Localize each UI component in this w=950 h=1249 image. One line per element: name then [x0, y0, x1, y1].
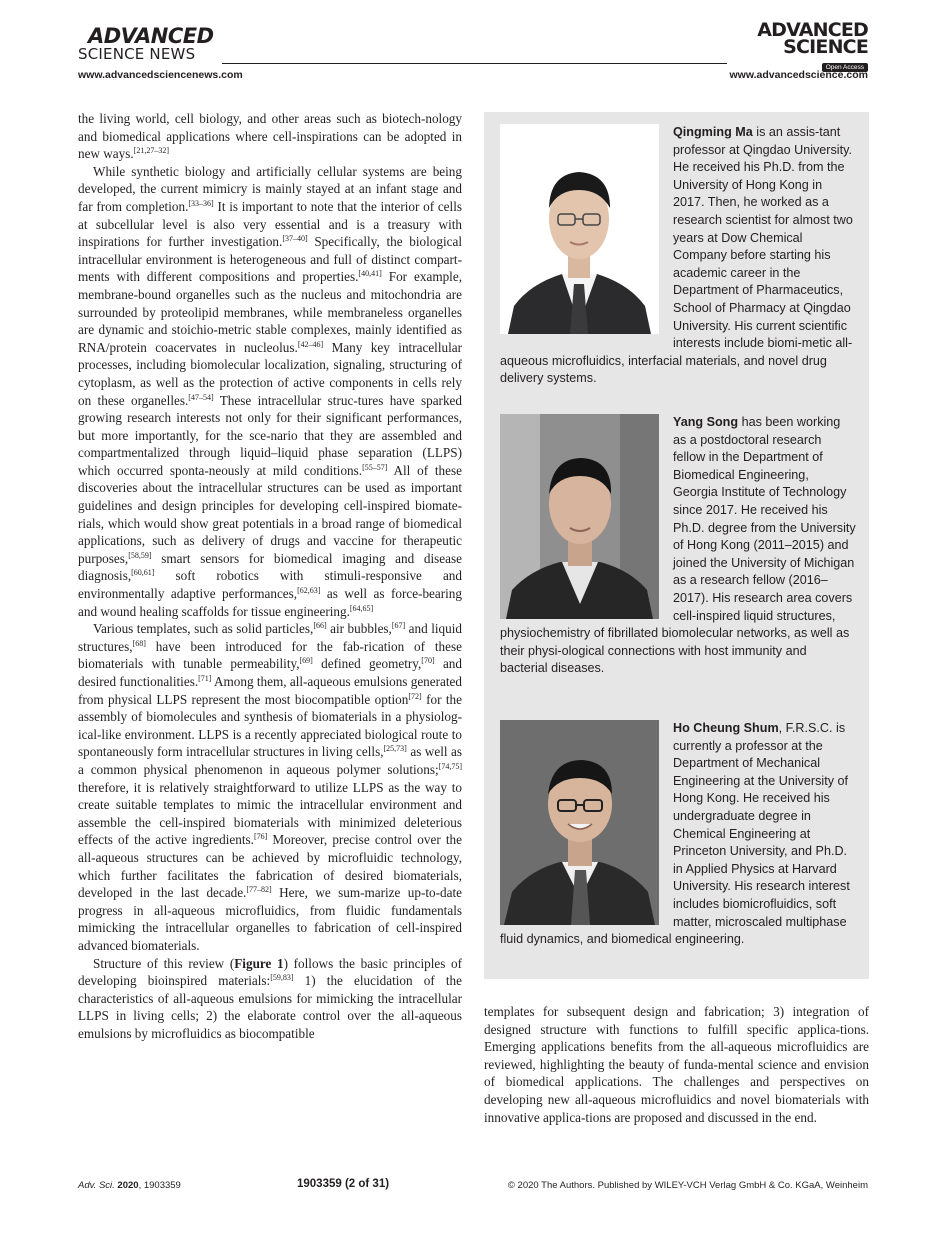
- citation[interactable]: [42–46]: [297, 339, 324, 349]
- figure-reference[interactable]: Figure 1: [234, 955, 284, 971]
- text-run: ) follows the basic principles of developing bioinspired materials:: [78, 955, 462, 989]
- citation[interactable]: [37–40]: [282, 234, 308, 244]
- text-run: as well as force-bearing and wound healing scaffolds for tissue engineering.: [78, 586, 462, 619]
- logo-line-science-news: SCIENCE NEWS: [78, 45, 196, 63]
- author-bio-ma: [500, 124, 856, 388]
- logo-line-advanced-right: ADVANCED: [757, 19, 868, 41]
- logo-line-science-right: SCIENCE: [783, 36, 868, 58]
- author-bio-song: [500, 414, 856, 678]
- bio-text: has been working as a postdoctoral research fellow in the Department of Biomedical Engineering, Georgia Institute of Technology since 2017. He received his Ph.D. degree from the University of Hong Kong (2011–2015) and joined the University of Michigan as a research fellow (2016–2017). His research area covers cell-inspired liquid structures, physiochemistry of fibrillated biomolecular networks, as well as their physi-ological connections with host immunity and bacterial diseases.: [500, 415, 856, 676]
- citation[interactable]: [68]: [132, 638, 146, 648]
- bio-text: is an assis-tant professor at Qingdao University. He received his Ph.D. from the University of Hong Kong in 2017. Then, he worked as a research scientist for almost two years at Dow Chemical Company before starting his academic career in the Department of Pharmaceutics, School of Pharmacy at Qingdao University. His current scientific interests include biomi-metic all-aqueous microfluidics, interfacial materials, and novel drug delivery systems.: [500, 125, 853, 386]
- footer-year: 2020: [117, 1180, 139, 1191]
- left-text-column: [78, 110, 462, 1042]
- text-run: defined geometry,: [312, 656, 422, 672]
- text-run: Moreover, precise control over the all-aqueous structures can be achieved by microfluidic technology, which further facilitates the fabrication of desired biomaterials, developed in the last decade.: [78, 832, 462, 901]
- open-access-badge: Open Access: [822, 63, 868, 72]
- author-bio-shum: [500, 720, 856, 949]
- citation[interactable]: [66]: [313, 621, 327, 631]
- paragraph-5: templates for subsequent design and fabrication; 3) integration of designed structure with functions to fulfill specific applica-tions. Emerging applications benefits from the all-aqueous microfluidics are reviewed, highlighting the beauty of funda-mental science and envision of biomedical applications. The challenges and perspectives on developing new all-aqueous microfluidics and novel biomaterials with innovative applica-tions are proposed and discussed in the end.: [484, 1004, 869, 1125]
- text-run: air bubbles,: [326, 621, 392, 637]
- footer-journal: Adv. Sci.: [78, 1180, 115, 1191]
- citation[interactable]: [76]: [253, 832, 268, 842]
- author-photo-song: [500, 414, 659, 619]
- footer-article: , 1903359: [138, 1180, 181, 1191]
- text-run: Structure of this review (: [93, 955, 235, 971]
- citation[interactable]: [72]: [408, 691, 422, 701]
- citation[interactable]: [67]: [391, 621, 406, 631]
- text-run: smart sensors for biomedical imaging and disease diagnosis,: [78, 550, 462, 584]
- author-photo-ma: [500, 124, 659, 334]
- bio-name: Ho Cheung Shum: [673, 721, 779, 735]
- header-rule: [222, 63, 727, 64]
- bio-name: Yang Song: [673, 415, 739, 429]
- citation[interactable]: [25,73]: [383, 744, 407, 754]
- citation[interactable]: [33–36]: [188, 198, 214, 208]
- text-run: and desired functionalities.: [78, 656, 462, 689]
- journal-logo-right: [708, 19, 868, 74]
- citation[interactable]: [47–54]: [188, 392, 214, 402]
- journal-logo-left: [78, 26, 298, 62]
- citation[interactable]: [71]: [198, 674, 212, 683]
- text-run: and liquid structures,: [78, 621, 462, 654]
- citation[interactable]: [64,65]: [349, 603, 374, 613]
- citation[interactable]: [40,41]: [358, 269, 382, 279]
- text-run: therefore, it is relatively straightforward to utilize LLPS as the way to create suitable templates to mimic the intracellular environment and assemble the cell-inspired biomaterials with minimized deleterious effects of the active ingredients.: [78, 779, 462, 848]
- paragraph-4: [78, 955, 462, 1043]
- footer-citation: [78, 1180, 181, 1191]
- text-run: All of these discoveries about the intracellular structures can be used as important guidelines and design principles for developing cell-inspired biomate-rials, which would show great potentials in a broad range of biomedical applications, such as delivery of drugs and vaccine for therapeutic purposes,: [78, 462, 462, 566]
- left-header-url[interactable]: www.advancedsciencenews.com: [78, 69, 243, 81]
- bio-name: Qingming Ma: [673, 125, 753, 139]
- text-run: as well as a common physical phenomenon in aqueous polymer solutions;: [78, 744, 462, 777]
- text-run: While synthetic biology and artificially cellular systems are being developed, the current mimicry is mainly stayed at an infant stage and far from completion.: [78, 163, 462, 214]
- citation[interactable]: [70]: [421, 656, 435, 666]
- right-header-url[interactable]: www.advancedscience.com: [729, 69, 868, 81]
- footer-copyright: © 2020 The Authors. Published by WILEY-VCH Verlag GmbH & Co. KGaA, Weinheim: [507, 1180, 868, 1191]
- citation[interactable]: [77–82]: [246, 885, 272, 895]
- citation[interactable]: [55–57]: [362, 462, 388, 472]
- text-run: Here, we sum-marize up-to-date progress in all-aqueous microfluidics, from fluidic fundamentals mimicking the intracellular organelles to fabrication of cell-inspired advanced biomaterials.: [78, 885, 462, 953]
- citation[interactable]: [58,59]: [128, 550, 152, 560]
- portrait-shum-image: [500, 720, 659, 925]
- portrait-ma-image: [500, 124, 659, 334]
- portrait-song-image: [500, 414, 659, 619]
- paragraph-2: [78, 163, 462, 620]
- author-bio-box: [484, 112, 869, 979]
- text-run: It is important to note that the interior of cells at subcellular level is also very essential and is a treasury with inspirations for further investigation.: [78, 198, 462, 250]
- paragraph-1: [78, 110, 462, 163]
- author-photo-shum: [500, 720, 659, 925]
- citation[interactable]: [59,83]: [270, 973, 294, 983]
- text-run: These intracellular struc-tures have sparked growing research interests not only for their significant performances, but more importantly, for the sce-nario that they are assembled and compartmentalized through liquid–liquid phase separation (LLPS) which occurred sponta-neously at mild conditions.: [78, 392, 462, 478]
- citation[interactable]: [74,75]: [438, 761, 462, 771]
- text-run: Among them, all-aqueous emulsions generated from physical LLPS represent the most biocompatible option: [78, 674, 462, 707]
- footer-page-number: 1903359 (2 of 31): [297, 1178, 390, 1190]
- text-run: For example, membrane-bound organelles such as the nucleus and mitochondria are surrounded by proteolipid membranes, while membraneless organelles are dynamic and stoichio-metric stable complexes, mainly identified as RNA/protein coacervates in nucleolus.: [78, 269, 462, 355]
- bio-text: , F.R.S.C. is currently a professor at the Department of Mechanical Engineering at the University of Hong Kong. He received his undergraduate degree in Chemical Engineering at Princeton University, and Ph.D. in Applied Physics at Harvard University. His research interest includes biomicrofluidics, soft matter, microscaled multiphase fluid dynamics, and biomedical engineering.: [500, 721, 850, 947]
- text-run: Various templates, such as solid particles,: [93, 621, 314, 637]
- citation[interactable]: [60,61]: [131, 568, 155, 578]
- text-run: Many key intracellular processes, including biomolecular localization, signaling, structuring of cytoplasm, as well as the protection of active components in cells rely on these organelles.: [78, 339, 463, 408]
- citation[interactable]: [62,63]: [297, 586, 321, 596]
- logo-line-advanced: ADVANCED: [88, 24, 214, 48]
- right-text-column: [484, 1003, 869, 1126]
- text-run: 1) the elucidation of the characteristics of all-aqueous emulsions for mimicking the intracellular LLPS in living cells; 2) the elaborate control over the all-aqueous emulsions by microfluidics as biocompatible: [78, 973, 462, 1041]
- citation[interactable]: [69]: [299, 656, 313, 666]
- text-run: for the assembly of biomolecules and synthesis of biomaterials in a physiolog-ical-like environment. LLPS is a recently appreciated biological route to spontaneously form intracellular structures in living cells,: [78, 691, 462, 760]
- citation[interactable]: [21,27–32]: [133, 146, 169, 156]
- text-run: the living world, cell biology, and other areas such as biotech-nology and biomedical applications where cell-inspirations can be adopted in new ways.: [78, 111, 462, 162]
- paragraph-3: [78, 620, 462, 954]
- text-run: Specifically, the biological intracellular environment is heterogeneous and full of distinct compart-ments with different compositions and properties.: [78, 234, 462, 285]
- text-run: soft robotics with stimuli-responsive and environmentally adaptive performances,: [78, 568, 462, 602]
- text-run: have been introduced for the fab-rication of these biomaterials with tunable permeability,: [78, 638, 462, 672]
